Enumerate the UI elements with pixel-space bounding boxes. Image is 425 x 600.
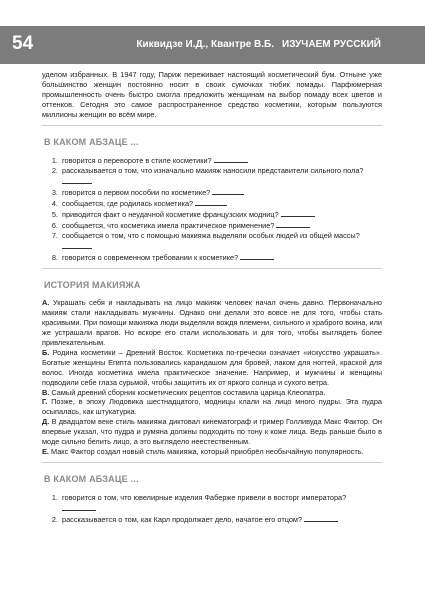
divider [42,462,382,463]
authors: Киквидзе И.Д., Квантре В.Б. [136,39,274,50]
answer-blank[interactable] [62,503,96,511]
story-paragraph-v: В. Самый древний сборник косметических рецептов составила царица Клеопатра. [42,387,326,397]
answer-blank[interactable] [214,155,248,163]
divider [42,125,382,126]
page-content [42,70,382,525]
question-item: 1. говорится о перевороте в стиле косметики? [60,155,382,166]
question-item: 4. сообщается, где родилась косметика? [60,198,382,209]
running-header [136,39,381,50]
story-paragraph-b: Б. Родина косметики – Древний Восток. Косметика по-гречески означает «искусство украшать». Богатые женщины Египта пользовались карандашом для бровей, лаком для ногтей, краской для волос. Иногда косметика имела практическое значение. Например, и мужчины и женщины подводили себе глаза сурьмой, чтобы защитить их от яркого солнца и сухого ветра. [42,347,382,387]
question-item: 7. сообщается о том, что с помощью макияжа выделяли особых людей из общей массы? [60,231,382,252]
question-item: 8. говорится о современном требовании к косметике? [60,252,382,263]
story-paragraph-d: Д. В двадцатом веке стиль макияжа диктовал кинематограф и гример Голливуда Макс Фактор. Он впервые указал, что пудра и румяна должны подходить по тону к коже лица. Ведь раньше было в моде сильно белить лицо, а это выглядело неестественным. [42,417,382,447]
book-title: ИЗУЧАЕМ РУССКИЙ [282,39,381,50]
story-paragraph-a: А. Украшать себя и накладывать на лицо макияж человек начал очень давно. Первоначально макияж стали накладывать мужчины. Однако они делали это вовсе не для того, чтобы стать красивыми. При помощи макияжа люди выделяли вождя племени, сильного и храброго воина, или же устрашали врагов. Но вскоре его стали использовать и для того, чтобы выглядеть более привлекательным. [42,298,382,348]
answer-blank[interactable] [212,187,244,195]
answer-blank[interactable] [276,220,310,228]
page-number: 54 [12,33,34,54]
question-item: 3. говорится о первом пособии по косметике? [60,187,382,198]
answer-blank[interactable] [281,209,315,217]
question-list-2 [42,493,382,525]
answer-blank[interactable] [62,241,92,249]
answer-blank[interactable] [304,514,338,522]
section-title-2: ИСТОРИЯ МАКИЯЖА [44,279,141,290]
section-title-1: В КАКОМ АБЗАЦЕ ... [44,136,139,147]
section-title-3: В КАКОМ АБЗАЦЕ ... [44,473,139,484]
answer-blank[interactable] [195,198,227,206]
page-header [0,26,425,64]
story-paragraph-e: Е. Макс Фактор создал новый стиль макияжа, который приобрёл необычайную популярность. [42,447,364,456]
question-item: 2. рассказывается о том, как Карл продолжает дело, начатое его отцом? [60,514,382,525]
question-item: 1. говорится о том, что ювелирные изделия Фаберже привели в восторг императора? [60,493,382,514]
question-item: 5. приводится факт о неудачной косметике французских модниц? [60,209,382,220]
intro-paragraph: уделом избранных. В 1947 году, Париж переживает настоящий косметический бум. Отныне уже большинство женщин постоянно носит в своих сумочках тюбик помады. Парфюмерная промышленность очень быстро смогла предложить женщинам на выбор помаду всех цветов и оттенков. Сегодня это самое распространенное средство косметики, которым пользуются миллионы женщин во всём мире. [42,70,382,119]
question-item: 2. рассказывается о том, что изначально макияж наносили представители сильного пола? [60,166,382,187]
divider [42,268,382,269]
question-item: 6. сообщается, что косметика имела практическое применение? [60,220,382,231]
story-paragraph-g: Г. Позже, в эпоху Людовика шестнадцатого, модницы клали на лицо много пудры. Эта пудра осыпалась, как штукатурка. [42,397,383,417]
question-list-1 [42,155,382,262]
answer-blank[interactable] [62,176,92,184]
answer-blank[interactable] [240,252,274,260]
